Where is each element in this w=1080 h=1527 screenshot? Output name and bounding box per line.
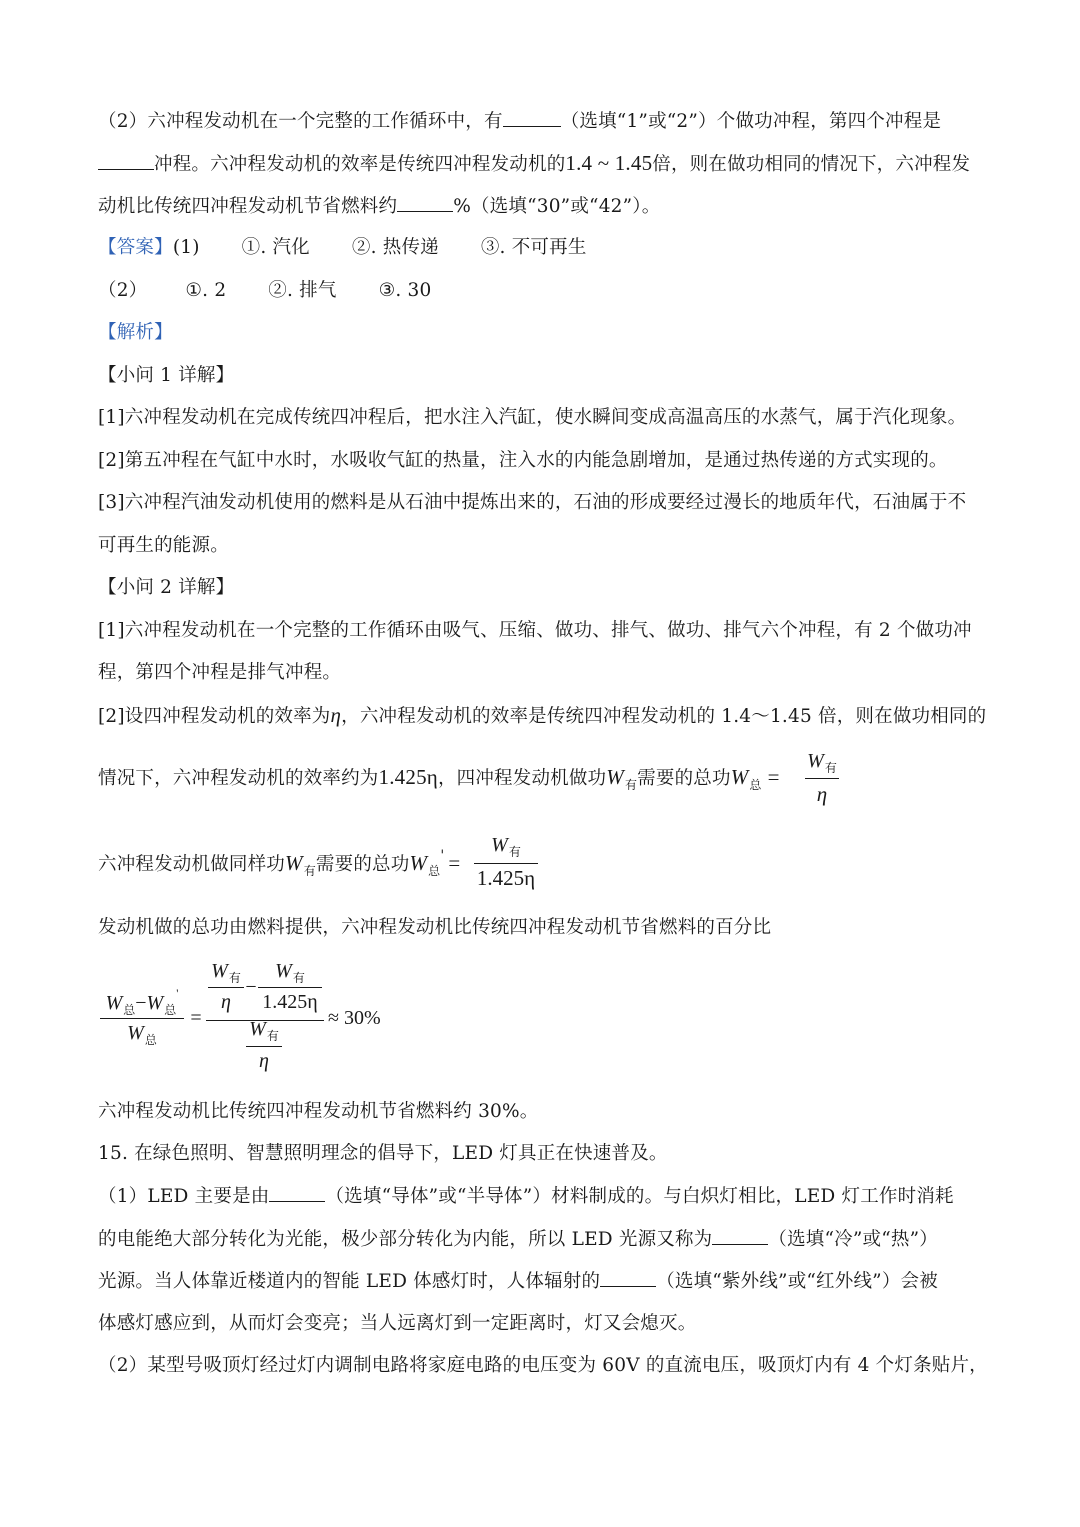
section-title: 【小问 2 详解】 — [98, 577, 235, 598]
w-symbol: W — [730, 765, 749, 789]
w-symbol: W — [491, 834, 508, 856]
question-text: 的电能绝大部分转化为光能，极少部分转化为内能，所以 LED 光源又称为 — [98, 1229, 713, 1250]
equals-sign: = — [190, 1007, 202, 1029]
question-text: 光源。当人体靠近楼道内的智能 LED 体感灯时，人体辐射的 — [98, 1271, 601, 1292]
efficiency-value: 1.425η — [378, 765, 438, 789]
question-text: （选填“1”或“2”）个做功冲程，第四个冲程是 — [560, 111, 942, 132]
answer-blank — [397, 193, 453, 212]
question-text: %（选填“30”或“42”）。 — [453, 196, 661, 217]
inner-denominator: η — [259, 1050, 269, 1072]
answer-blank — [98, 151, 154, 170]
question-title: 15. 在绿色照明、智慧照明理念的倡导下，LED 灯具正在快速普及。 — [98, 1143, 668, 1164]
analysis-text — [98, 702, 988, 730]
equals-sign: = — [767, 765, 780, 789]
answer-blank — [600, 1268, 656, 1287]
approx-result: ≈ 30% — [328, 1007, 381, 1029]
minus-sign: − — [135, 992, 147, 1014]
w-symbol: W — [249, 1018, 266, 1040]
question-line — [98, 108, 988, 135]
w-symbol: W — [211, 960, 228, 982]
subscript-zong: 总 — [428, 864, 441, 878]
subscript-you: 有 — [824, 761, 837, 775]
answer-option: ②. 热传递 — [351, 237, 439, 258]
subscript-you: 有 — [266, 1029, 279, 1043]
w-symbol: W — [409, 851, 428, 875]
w-symbol: W — [127, 1022, 144, 1044]
analysis-fragment: ，四冲程发动机做功 — [437, 768, 607, 789]
answer-blank — [269, 1183, 325, 1202]
analysis-fragment: 需要的总功 — [315, 854, 410, 875]
answer-option: ③. 30 — [378, 280, 432, 301]
analysis-text — [98, 764, 988, 793]
w-symbol: W — [606, 765, 624, 789]
question-line: 体感灯感应到，从而灯会变亮；当人远离灯到一定距离时，灯又会熄灭。 — [98, 1313, 697, 1334]
range-value: 1.4 ~ 1.45 — [565, 151, 653, 175]
w-symbol: W — [285, 851, 303, 875]
analysis-label: 【解析】 — [98, 322, 173, 343]
analysis-text: [2]第五冲程在气缸中水时，水吸收气缸的热量，注入水的内能急剧增加，是通过热传递的方式实现的。 — [98, 450, 948, 471]
question-line — [98, 1226, 988, 1253]
answer-option: ③. 不可再生 — [480, 237, 587, 258]
subscript-zong: 总 — [164, 1003, 177, 1017]
fraction-bar — [474, 863, 538, 864]
answer-option: ②. 排气 — [268, 280, 337, 301]
answer-option: ①. 汽化 — [241, 237, 310, 258]
savings-formula — [100, 958, 400, 1080]
subscript-zong: 总 — [144, 1033, 157, 1047]
fraction-numerator — [474, 834, 538, 857]
question-line — [98, 1268, 988, 1295]
analysis-fragment: 六冲程发动机做同样功 — [98, 854, 286, 875]
fraction-denominator: η — [816, 782, 828, 806]
analysis-text — [98, 850, 988, 879]
w-symbol: W — [146, 992, 164, 1014]
fraction-w-over-eta — [805, 750, 839, 810]
inner-numerator — [208, 960, 244, 983]
answer-line — [98, 235, 988, 261]
answer-blank — [503, 108, 561, 127]
analysis-fragment: ，六冲程发动机的效率是传统四冲程发动机的 1.4～1.45 倍，则在做功相同的 — [341, 706, 987, 727]
inner-denominator: 1.425η — [262, 991, 318, 1013]
fraction-bar — [258, 987, 322, 988]
w-symbol: W — [807, 750, 824, 772]
analysis-text: 发动机做的总功由燃料提供，六冲程发动机比传统四冲程发动机节省燃料的百分比 — [98, 917, 772, 938]
question-line — [98, 1183, 988, 1210]
eta-symbol: η — [330, 703, 342, 727]
question-text: （选填“导体”或“半导体”）材料制成的。与白炽灯相比，LED 灯工作时消耗 — [325, 1186, 954, 1207]
prime-mark: ' — [440, 848, 445, 864]
answer-line — [98, 278, 988, 304]
answer-blank — [712, 1226, 768, 1245]
analysis-text: 六冲程发动机比传统四冲程发动机节省燃料约 30%。 — [98, 1101, 539, 1122]
w-symbol: W — [275, 960, 292, 982]
inner-numerator — [246, 1018, 282, 1041]
equals-sign: = — [448, 851, 461, 875]
left-numerator — [100, 986, 184, 1017]
answer-option: ①. 2 — [185, 280, 227, 301]
part-number: （2） — [98, 280, 148, 301]
analysis-text: [3]六冲程汽油发动机使用的燃料是从石油中提炼出来的，石油的形成要经过漫长的地质年代，石油属于不 — [98, 492, 967, 513]
w-symbol: W — [105, 992, 123, 1014]
question-text: 冲程。六冲程发动机的效率是传统四冲程发动机的 — [154, 154, 566, 175]
analysis-fragment: 需要的总功 — [637, 768, 731, 789]
left-denominator — [100, 1022, 184, 1045]
subscript-zong: 总 — [749, 778, 762, 792]
part-number: (1) — [172, 237, 200, 258]
fraction-denominator: 1.425η — [476, 866, 536, 890]
analysis-fragment: [2]设四冲程发动机的效率为 — [98, 706, 331, 727]
subscript-zong: 总 — [123, 1003, 136, 1017]
fraction-w-over-1425eta — [474, 834, 538, 894]
question-line — [98, 150, 988, 178]
subscript-you: 有 — [292, 971, 305, 985]
question-text: 倍，则在做功相同的情况下，六冲程发 — [652, 154, 971, 175]
question-text: （选填“紫外线”或“红外线”）会被 — [656, 1271, 938, 1292]
minus-sign: − — [245, 976, 257, 998]
inner-denominator: η — [221, 991, 231, 1013]
subscript-you: 有 — [508, 845, 521, 859]
subscript-you: 有 — [303, 864, 316, 878]
question-text: 动机比传统四冲程发动机节省燃料约 — [98, 196, 398, 217]
question-text: （选填“冷”或“热”） — [768, 1229, 938, 1250]
fraction-numerator — [805, 750, 839, 773]
subscript-you: 有 — [228, 971, 241, 985]
analysis-text: [1]六冲程发动机在一个完整的工作循环由吸气、压缩、做功、排气、做功、排气六个冲程，有 2 个做功冲 — [98, 620, 972, 641]
fraction-bar — [100, 1018, 184, 1019]
question-text: （2）六冲程发动机在一个完整的工作循环中，有 — [98, 111, 503, 132]
section-title: 【小问 1 详解】 — [98, 365, 235, 386]
subscript-you: 有 — [624, 778, 638, 792]
question-text: （1）LED 主要是由 — [98, 1186, 270, 1207]
analysis-text: [1]六冲程发动机在完成传统四冲程后，把水注入汽缸，使水瞬间变成高温高压的水蒸气，属于汽化现象。 — [98, 407, 967, 428]
fraction-bar — [208, 987, 244, 988]
prime-mark: ' — [176, 986, 179, 1000]
question-line — [98, 193, 988, 220]
inner-numerator — [258, 960, 322, 983]
analysis-text: 可再生的能源。 — [98, 535, 229, 556]
question-line: （2）某型号吸顶灯经过灯内调制电路将家庭电路的电压变为 60V 的直流电压，吸顶灯内有 4 个灯条贴片， — [98, 1355, 988, 1376]
answer-label: 【答案】 — [98, 237, 173, 258]
fraction-bar — [805, 778, 839, 779]
analysis-fragment: 情况下，六冲程发动机的效率约为 — [98, 768, 379, 789]
fraction-bar — [246, 1046, 282, 1047]
analysis-text: 程，第四个冲程是排气冲程。 — [98, 662, 342, 683]
